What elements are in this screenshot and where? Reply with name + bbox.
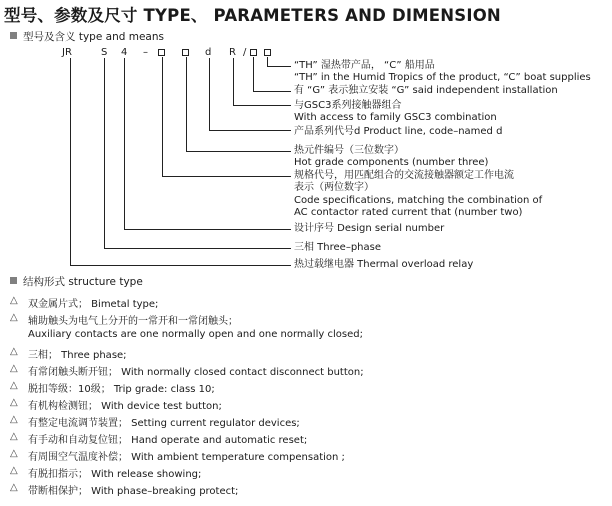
triangle-bullet-icon: △ xyxy=(10,431,18,442)
list-item: 有常闭触头断开钮； With normally closed contact disconnect button; xyxy=(28,367,364,378)
leader-line xyxy=(186,151,291,152)
leader-line xyxy=(253,91,291,92)
list-item: 有机构检测钮； With device test button; xyxy=(28,401,222,412)
desc-design-serial xyxy=(294,223,444,235)
desc-line: 有 “G” 表示独立安装 “G” said independent installation xyxy=(294,85,558,96)
leader-line xyxy=(162,176,291,177)
desc-thermal-relay xyxy=(294,259,473,271)
page-title: 型号、参数及尺寸 TYPE、 PARAMETERS AND DIMENSION xyxy=(4,6,501,25)
code-slash: / xyxy=(243,47,247,58)
list-item: 带断相保护； With phase–breaking protect; xyxy=(28,486,239,497)
desc-line: AC contactor rated current that (number two) xyxy=(294,206,523,218)
list-item: 双金属片式； Bimetal type; xyxy=(28,299,159,310)
triangle-bullet-icon: △ xyxy=(10,346,18,357)
code-box-g xyxy=(250,49,257,56)
code-r: R xyxy=(229,47,236,58)
desc-line: With access to family GSC3 combination xyxy=(294,112,497,124)
code-4: 4 xyxy=(121,47,128,58)
desc-line: “TH” 湿热带产品， “C” 船用品 xyxy=(294,60,435,71)
list-item: 有手动和自动复位钮； Hand operate and automatic reset; xyxy=(28,435,308,446)
code-s: S xyxy=(101,47,108,58)
leader-line xyxy=(209,58,210,131)
list-item: 三相； Three phase; xyxy=(28,350,127,361)
section-structure-type xyxy=(10,274,143,289)
square-bullet-icon xyxy=(10,277,17,284)
desc-spec xyxy=(294,170,542,219)
section-type-means xyxy=(10,29,164,44)
desc-g xyxy=(294,85,558,97)
leader-line xyxy=(267,66,291,67)
section-structure-type-label: 结构形式 structure type xyxy=(23,276,143,288)
code-d: d xyxy=(205,47,212,58)
square-bullet-icon xyxy=(10,32,17,39)
desc-th-c xyxy=(294,60,591,85)
desc-three-phase xyxy=(294,242,381,254)
leader-line xyxy=(233,105,291,106)
leader-line xyxy=(104,248,291,249)
desc-line: Hot grade components (number three) xyxy=(294,157,489,169)
leader-line xyxy=(124,229,291,230)
triangle-bullet-icon: △ xyxy=(10,465,18,476)
list-item: 有周围空气温度补偿； With ambient temperature compensation ; xyxy=(28,452,345,463)
list-item: Auxiliary contacts are one normally open and one normally closed; xyxy=(28,329,363,340)
desc-d xyxy=(294,126,502,138)
desc-line: 表示（两位数字） xyxy=(294,182,374,194)
leader-line xyxy=(124,58,125,230)
code-box-hot-element xyxy=(182,49,189,56)
code-dash: – xyxy=(143,47,148,58)
desc-line: “TH” in the Humid Tropics of the product, “C” boat supplies xyxy=(294,72,591,84)
list-item: 辅助触头为电气上分开的一常开和一常闭触头； xyxy=(28,316,238,327)
leader-line xyxy=(162,57,163,177)
leader-line xyxy=(70,58,71,266)
code-box-th-c xyxy=(264,49,271,56)
desc-line: 热元件编号（三位数字） xyxy=(294,145,404,156)
leader-line xyxy=(209,130,291,131)
triangle-bullet-icon: △ xyxy=(10,295,18,306)
list-item: 有整定电流调节装置； Setting current regulator devices; xyxy=(28,418,300,429)
triangle-bullet-icon: △ xyxy=(10,414,18,425)
desc-r xyxy=(294,100,497,125)
list-item: 脱扣等级：10级； Trip grade: class 10; xyxy=(28,384,215,395)
section-type-means-label: 型号及含义 type and means xyxy=(23,31,164,43)
leader-line xyxy=(70,265,291,266)
triangle-bullet-icon: △ xyxy=(10,397,18,408)
leader-line xyxy=(233,58,234,106)
triangle-bullet-icon: △ xyxy=(10,448,18,459)
code-jr: JR xyxy=(62,47,72,58)
leader-line xyxy=(253,57,254,92)
desc-line: 热过载继电器 Thermal overload relay xyxy=(294,259,474,270)
list-item: 有脱扣指示； With release showing; xyxy=(28,469,202,480)
desc-hot-element xyxy=(294,145,488,170)
code-box-spec xyxy=(158,49,165,56)
desc-line: Code specifications, matching the combination of xyxy=(294,194,543,206)
desc-line: 设计序号 Design serial number xyxy=(294,223,445,234)
desc-line: 规格代号，用匹配组合的交流接触器额定工作电流 xyxy=(294,170,514,181)
triangle-bullet-icon: △ xyxy=(10,482,18,493)
triangle-bullet-icon: △ xyxy=(10,363,18,374)
desc-line: 产品系列代号d Product line, code–named d xyxy=(294,126,503,137)
desc-line: 三相 Three–phase xyxy=(294,242,381,253)
desc-line: 与GSC3系列接触器组合 xyxy=(294,100,402,111)
triangle-bullet-icon: △ xyxy=(10,380,18,391)
triangle-bullet-icon: △ xyxy=(10,312,18,323)
leader-line xyxy=(186,57,187,152)
leader-line xyxy=(104,58,105,249)
